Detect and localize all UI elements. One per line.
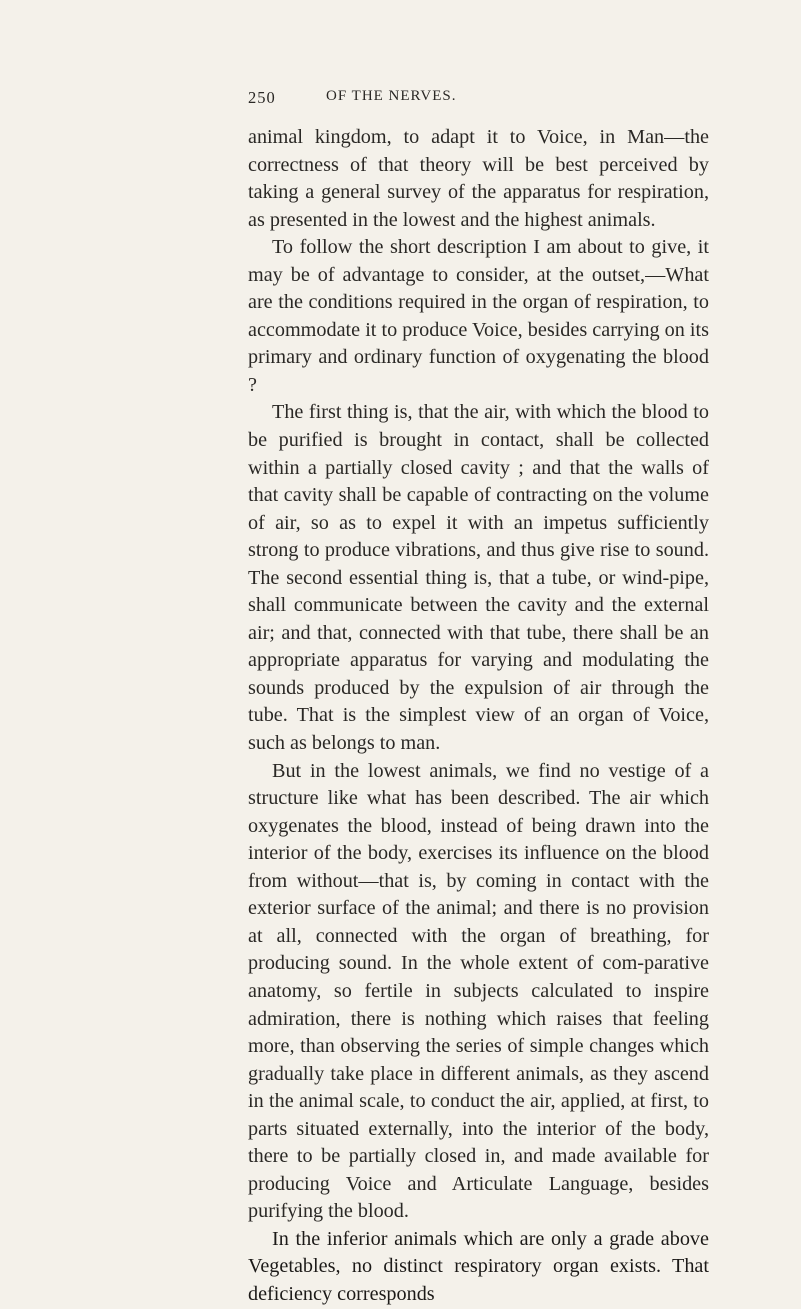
paragraph: But in the lowest animals, we find no vestige of a structure like what has been described. The air which oxygenates the blood, instead of being drawn into the interior of the body, exercises its influence on the blood from without—that is, by coming in contact with the exterior surface of the animal; and there is no provision at all, connected with the organ of breathing, for producing sound. In the whole extent of com-parative anatomy, so fertile in subjects calculated to inspire admiration, there is nothing which raises that feeling more, than observing the series of simple changes which gradually take place in different animals, as they ascend in the animal scale, to conduct the air, applied, at first, to parts situated externally, into the interior of the body, there to be partially closed in, and made available for producing Voice and Articulate Language, besides purifying the blood.: [248, 759, 709, 1223]
body-text: [248, 124, 709, 1309]
page-number: 250: [248, 88, 276, 107]
paragraph: In the inferior animals which are only a grade above Vegetables, no distinct respiratory organ exists. That deficiency corresponds: [248, 1227, 709, 1305]
paragraph: To follow the short description I am about to give, it may be of advantage to consider, at the outset,—What are the conditions required in the organ of respiration, to accommodate it to produce Voice, besides carrying on its primary and ordinary function of oxygenating the blood ?: [248, 236, 709, 396]
paragraph: animal kingdom, to adapt it to Voice, in Man—the correctness of that theory will be best perceived by taking a general survey of the apparatus for respiration, as presented in the lowest and the highest animals.: [248, 126, 709, 231]
paragraph: The first thing is, that the air, with which the blood to be purified is brought in contact, shall be collected within a partially closed cavity ; and that the walls of that cavity shall be capable of contracting on the volume of air, so as to expel it with an impetus sufficiently strong to produce vibrations, and thus give rise to sound. The second essential thing is, that a tube, or wind-pipe, shall communicate between the cavity and the external air; and that, connected with that tube, there shall be an appropriate apparatus for varying and modulating the sounds produced by the expulsion of air through the tube. That is the simplest view of an organ of Voice, such as belongs to man.: [248, 401, 709, 755]
running-head-title: OF THE NERVES.: [326, 88, 457, 104]
